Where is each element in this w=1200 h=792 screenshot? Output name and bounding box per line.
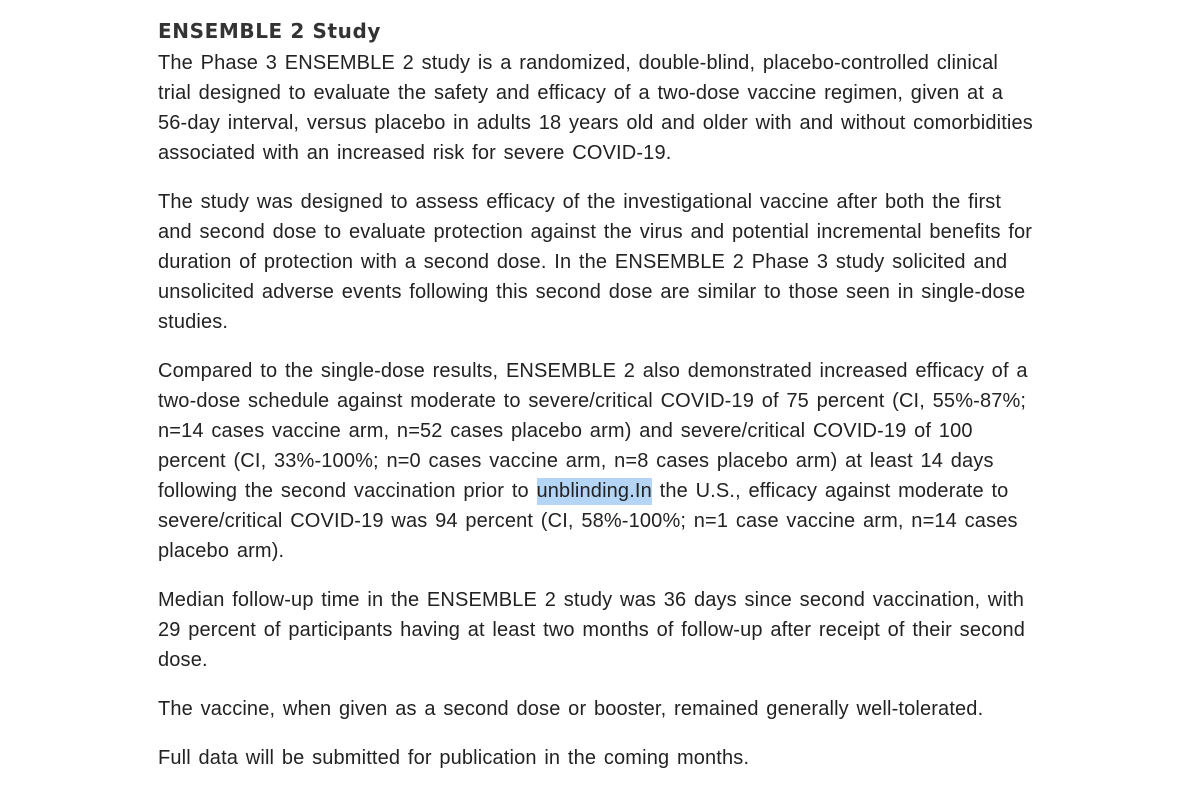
article-body: [158, 14, 1038, 792]
paragraph-efficacy-results: [158, 356, 1038, 566]
paragraph-study-purpose: The study was designed to assess efficacy of the investigational vaccine after both the first and second dose to evaluate protection against the virus and potential incremental benefits for duration of protection with a second dose. In the ENSEMBLE 2 Phase 3 study solicited and unsolicited adverse events following this second dose are similar to those seen in single-dose studies.: [158, 191, 1033, 333]
paragraph-tolerability: The vaccine, when given as a second dose or booster, remained generally well-tolerated.: [158, 698, 984, 720]
efficacy-text-start: Compared to the single-dose results, ENSEMBLE 2 also demonstrated increased efficacy of a two-dose schedule against moderate to severe/critical COVID-19 of 75 percent (CI, 55%-87%; n=14 cases vaccine arm, n=52 cases placebo arm) and severe/critical COVID-19 of 100 percent (CI, 33%-100%; n=0 cases vaccine arm, n=8 cases placebo arm) at least 14 days following the second vaccination prior to: [158, 360, 1028, 502]
paragraph-follow-up: Median follow-up time in the ENSEMBLE 2 study was 36 days since second vaccination, with 29 percent of participants having at least two months of follow-up after receipt of their second dose.: [158, 589, 1026, 671]
selected-text-highlight[interactable]: unblinding.In: [537, 478, 652, 505]
paragraph-study-design: The Phase 3 ENSEMBLE 2 study is a randomized, double-blind, placebo-controlled clinical trial designed to evaluate the safety and efficacy of a two-dose vaccine regimen, given at a 56-day interval, versus placebo in adults 18 years old and older with and without comorbidities associated with an increased risk for severe COVID-19.: [158, 52, 1033, 164]
section-heading: ENSEMBLE 2 Study: [158, 19, 382, 43]
efficacy-text-end: the U.S., efficacy against moderate to severe/critical COVID-19 was 94 percent (CI, 58%-100%; n=1 case vaccine arm, n=14 cases placebo arm).: [158, 480, 1018, 562]
paragraph-publication: Full data will be submitted for publication in the coming months.: [158, 747, 750, 769]
